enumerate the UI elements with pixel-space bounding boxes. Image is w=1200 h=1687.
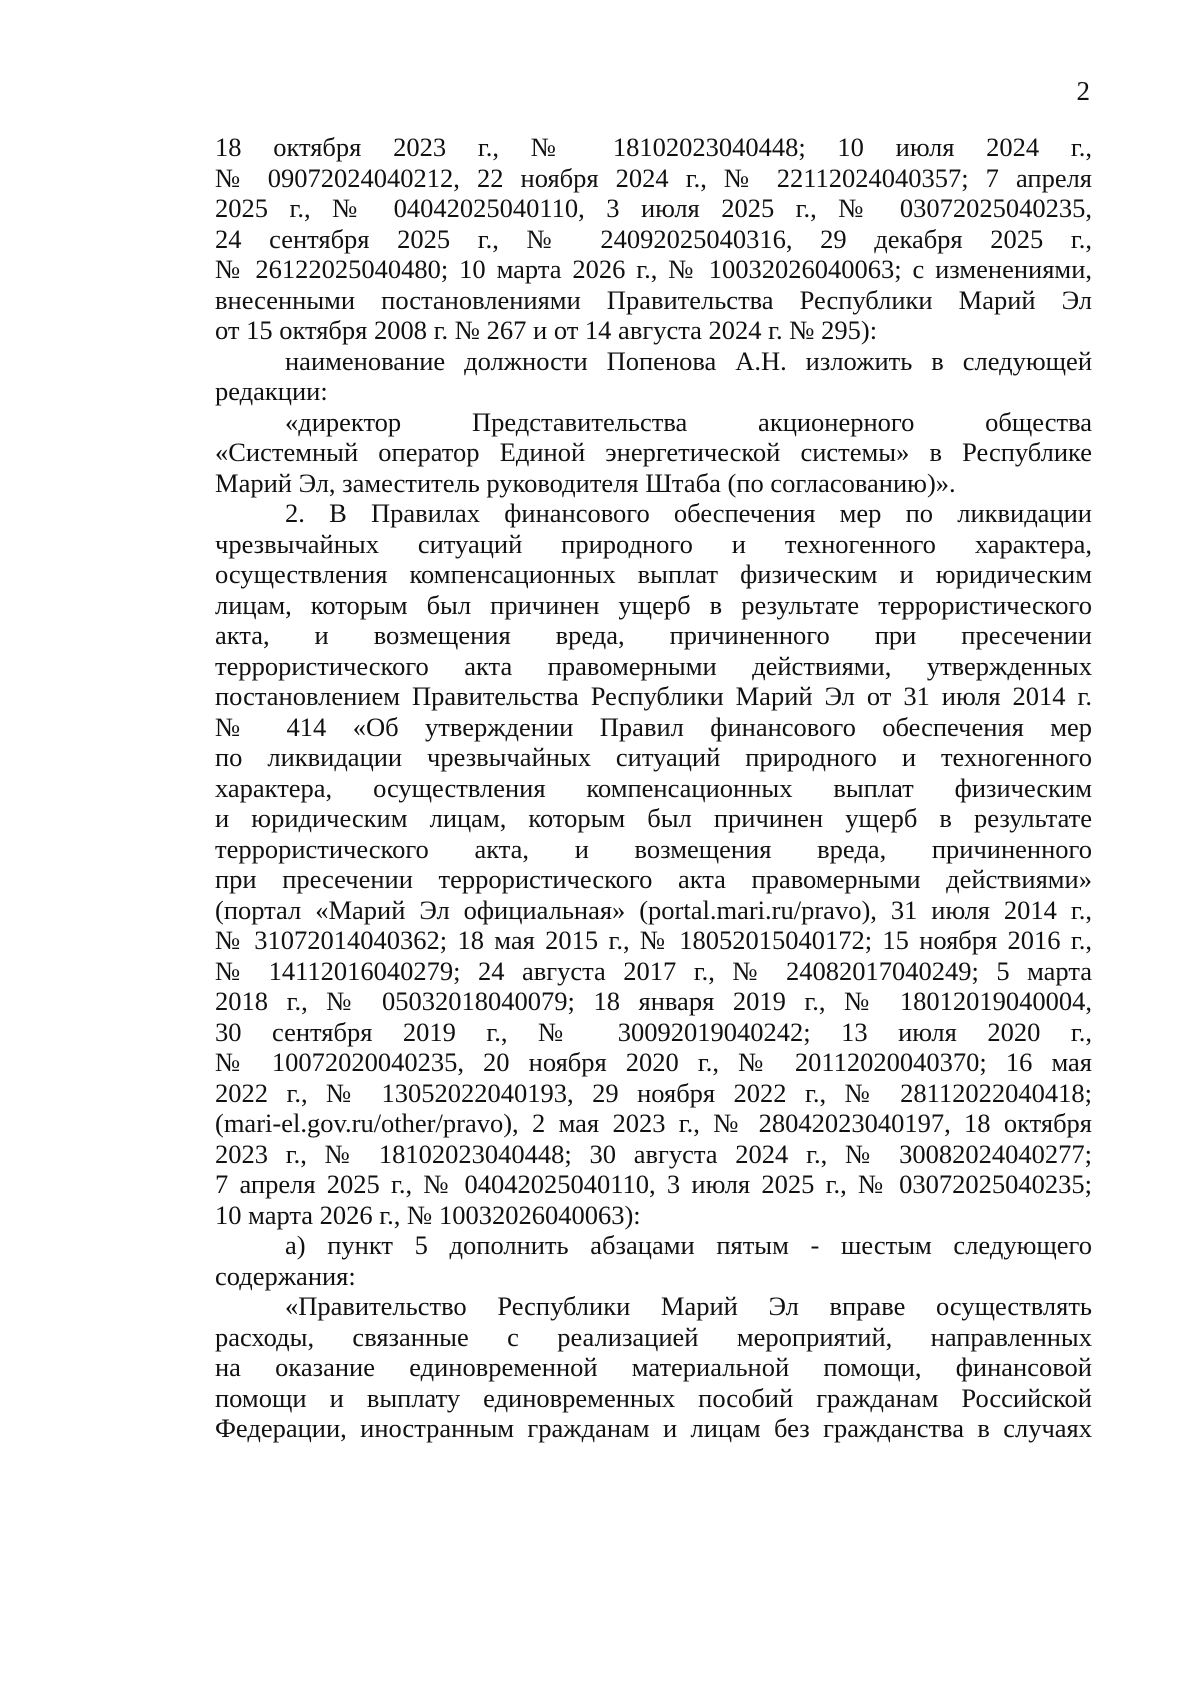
- text-line: характера, осуществления компенсационных выплат физическим: [215, 772, 1092, 803]
- text-line: 30 сентября 2019 г., № 30092019040242; 13 июля 2020 г.,: [215, 1016, 1092, 1047]
- text-line: постановлением Правительства Республики Марий Эл от 31 июля 2014 г.: [215, 681, 1092, 711]
- paragraph: [215, 1230, 1092, 1291]
- text-line: лицам, которым был причинен ущерб в результате террористического: [215, 589, 1092, 620]
- text-line: 18 октября 2023 г., № 18102023040448; 10 июля 2024 г.,: [215, 132, 1092, 162]
- paragraph: [215, 407, 1092, 499]
- text-line: от 15 октября 2008 г. № 267 и от 14 августа 2024 г. № 295):: [215, 315, 878, 345]
- text-line: внесенными постановлениями Правительства Республики Марий Эл: [215, 284, 1092, 315]
- text-line: 2025 г., № 04042025040110, 3 июля 2025 г., № 03072025040235,: [215, 193, 1092, 223]
- text-line: № 10072020040235, 20 ноября 2020 г., № 20112020040370; 16 мая: [215, 1047, 1092, 1077]
- text-line: № 14112016040279; 24 августа 2017 г., № 24082017040249; 5 марта: [215, 955, 1092, 986]
- text-line: 10 марта 2026 г., № 10032026040063):: [215, 1199, 641, 1230]
- text-line: расходы, связанные с реализацией мероприятий, направленных: [215, 1321, 1092, 1352]
- document-body: [215, 132, 1092, 1444]
- text-line: редакции:: [215, 376, 328, 406]
- text-line: при пресечении террористического акта правомерными действиями»: [215, 864, 1092, 894]
- text-line: 2018 г., № 05032018040079; 18 января 2019 г., № 18012019040004,: [215, 986, 1092, 1016]
- text-line: на оказание единовременной материальной помощи, финансовой: [215, 1352, 1092, 1382]
- text-line: 2023 г., № 18102023040448; 30 августа 2024 г., № 30082024040277;: [215, 1138, 1092, 1169]
- text-line: помощи и выплату единовременных пособий гражданам Российской: [215, 1382, 1092, 1413]
- text-line: Марий Эл, заместитель руководителя Штаба (по согласованию)».: [215, 467, 956, 498]
- text-line: (mari-el.gov.ru/other/pravo), 2 мая 2023 г., № 28042023040197, 18 октября: [215, 1108, 1092, 1138]
- text-line: Федерации, иностранным гражданам и лицам без гражданства в случаях: [215, 1413, 1092, 1443]
- text-line: по ликвидации чрезвычайных ситуаций природного и техногенного: [215, 742, 1092, 772]
- text-line: террористического акта правомерными действиями, утвержденных: [215, 650, 1092, 681]
- text-line: содержания:: [215, 1260, 356, 1291]
- text-line: № 09072024040212, 22 ноября 2024 г., № 22112024040357; 7 апреля: [215, 162, 1092, 193]
- text-line: (портал «Марий Эл официальная» (portal.mari.ru/pravo), 31 июля 2014 г.,: [215, 894, 1092, 925]
- text-line: «Правительство Республики Марий Эл вправе осуществлять: [285, 1291, 1092, 1321]
- text-line: и юридическим лицам, которым был причинен ущерб в результате: [215, 803, 1092, 833]
- text-line: а) пункт 5 дополнить абзацами пятым - шестым следующего: [285, 1230, 1092, 1260]
- text-line: чрезвычайных ситуаций природного и техногенного характера,: [215, 528, 1092, 559]
- text-line: акта, и возмещения вреда, причиненного при пресечении: [215, 620, 1092, 650]
- text-line: № 414 «Об утверждении Правил финансового обеспечения мер: [215, 711, 1092, 742]
- text-line: «директор Представительства акционерного общества: [285, 406, 1092, 437]
- text-line: осуществления компенсационных выплат физическим и юридическим: [215, 559, 1092, 589]
- text-line: «Системный оператор Единой энергетической системы» в Республике: [215, 437, 1092, 467]
- text-line: 2. В Правилах финансового обеспечения мер по ликвидации: [285, 498, 1092, 528]
- text-line: 24 сентября 2025 г., № 24092025040316, 29 декабря 2025 г.,: [215, 223, 1092, 254]
- paragraph: [215, 498, 1092, 1230]
- text-line: террористического акта, и возмещения вреда, причиненного: [215, 833, 1092, 864]
- page-number: 2: [1076, 76, 1090, 106]
- paragraph: [215, 346, 1092, 407]
- text-line: № 26122025040480; 10 марта 2026 г., № 10032026040063; с изменениями,: [215, 254, 1092, 284]
- paragraph: [215, 1291, 1092, 1444]
- text-line: наименование должности Попенова А.Н. изложить в следующей: [285, 345, 1092, 376]
- text-line: 7 апреля 2025 г., № 04042025040110, 3 июля 2025 г., № 03072025040235;: [215, 1169, 1092, 1199]
- paragraph: [215, 132, 1092, 346]
- text-line: 2022 г., № 13052022040193, 29 ноября 2022 г., № 28112022040418;: [215, 1077, 1092, 1108]
- text-line: № 31072014040362; 18 мая 2015 г., № 18052015040172; 15 ноября 2016 г.,: [215, 925, 1092, 955]
